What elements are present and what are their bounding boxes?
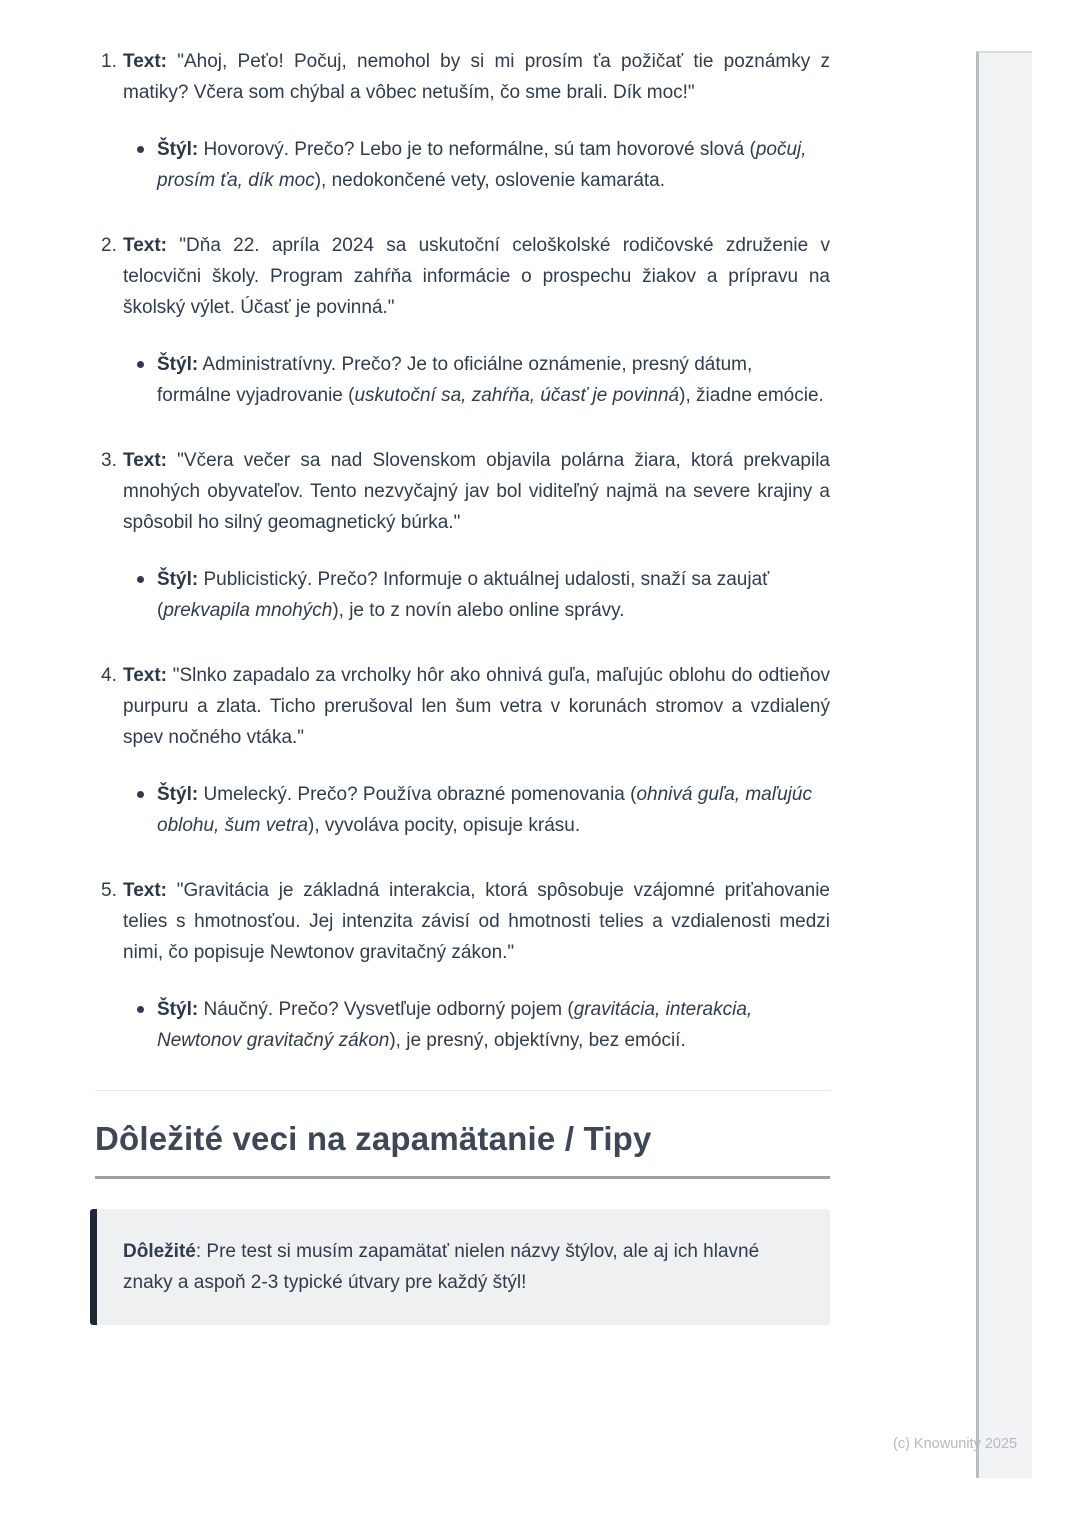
style-examples: prekvapila mnohých (163, 600, 333, 621)
style-bullet-row (95, 134, 830, 196)
next-page-edge (976, 51, 1032, 1478)
style-explanation-end: ), je presný, objektívny, bez emócií. (389, 1030, 686, 1051)
item-number: 1. (101, 51, 117, 72)
style-text (157, 994, 830, 1056)
style-explanation-end: ), vyvoláva pocity, opisuje krásu. (308, 815, 581, 836)
item-text (123, 230, 830, 323)
list-item (95, 875, 830, 1056)
style-examples: gravitácia, interakcia, Newtonov gravitačný zákon (157, 999, 753, 1051)
style-explanation: Náučný. Prečo? Vysvetľuje odborný pojem ( (203, 999, 574, 1020)
item-text (123, 46, 830, 108)
item-number: 2. (101, 235, 117, 256)
bullet-icon (137, 576, 144, 583)
style-bullet-row (95, 779, 830, 841)
section-heading: Dôležité veci na zapamätanie / Tipy (95, 1120, 652, 1157)
item-quote: "Gravitácia je základná interakcia, ktorá spôsobuje vzájomné priťahovanie telies s hmotnosťou. Jej intenzita závisí od hmotnosti telies a vzdialenosti medzi nimi, čo popisuje Newtonov gravitačný zákon." (123, 880, 830, 963)
style-explanation-end: ), nedokončené vety, oslovenie kamaráta. (314, 170, 666, 191)
notes-content (95, 46, 830, 1325)
style-examples: ohnivá guľa, maľujúc oblohu, šum vetra (157, 784, 812, 836)
item-number-row (95, 660, 830, 779)
item-number-row (95, 46, 830, 134)
item-number: 3. (101, 450, 117, 471)
list-item (95, 445, 830, 626)
style-examples: počuj, prosím ťa, dík moc (157, 139, 807, 191)
style-bullet-row (95, 564, 830, 626)
item-number: 4. (101, 665, 117, 686)
style-label: Štýl: (157, 354, 199, 375)
list-item (95, 230, 830, 411)
item-quote: "Slnko zapadalo za vrcholky hôr ako ohnivá guľa, maľujúc oblohu do odtieňov purpuru a zlata. Ticho prerušoval len šum vetra v korunách stromov a vzdialený spev nočného vtáka." (123, 665, 831, 748)
important-callout (90, 1209, 830, 1325)
bullet-icon (137, 1006, 144, 1013)
item-text (123, 875, 830, 968)
text-label: Text: (123, 880, 167, 901)
item-number-row (95, 445, 830, 564)
text-label: Text: (123, 235, 167, 256)
style-label: Štýl: (157, 784, 199, 805)
style-text (157, 564, 830, 626)
copyright-watermark: (c) Knowunity 2025 (893, 1436, 1018, 1452)
style-text (157, 349, 830, 411)
style-bullet-row (95, 994, 830, 1056)
item-text (123, 660, 830, 753)
list-item (95, 660, 830, 841)
style-label: Štýl: (157, 139, 199, 160)
item-number-row (95, 875, 830, 994)
bullet-icon (137, 791, 144, 798)
item-quote: "Včera večer sa nad Slovenskom objavila polárna žiara, ktorá prekvapila mnohých obyvateľov. Tento nezvyčajný jav bol viditeľný najmä na severe krajiny a spôsobil ho silný geomagnetický búrka." (123, 450, 830, 533)
item-number-row (95, 230, 830, 349)
item-number: 5. (101, 880, 117, 901)
style-label: Štýl: (157, 569, 199, 590)
section-divider (95, 1090, 830, 1091)
text-label: Text: (123, 450, 167, 471)
style-explanation: Administratívny. Prečo? Je to oficiálne oznámenie, presný dátum, formálne vyjadrovanie ( (157, 354, 753, 406)
style-label: Štýl: (157, 999, 199, 1020)
list-item (95, 46, 830, 196)
callout-text (123, 1236, 800, 1298)
style-explanation: Publicistický. Prečo? Informuje o aktuálnej udalosti, snaží sa zaujať ( (157, 569, 770, 621)
callout-label: Dôležité (123, 1241, 196, 1262)
text-label: Text: (123, 51, 167, 72)
text-label: Text: (123, 665, 167, 686)
bullet-icon (137, 146, 144, 153)
bullet-icon (137, 361, 144, 368)
item-quote: "Ahoj, Peťo! Počuj, nemohol by si mi prosím ťa požičať tie poznámky z matiky? Včera som chýbal a vôbec netuším, čo sme brali. Dík moc!" (123, 51, 830, 103)
style-examples: uskutoční sa, zahŕňa, účasť je povinná (354, 385, 680, 406)
callout-body: : Pre test si musím zapamätať nielen názvy štýlov, ale aj ich hlavné znaky a aspoň 2-3 typické útvary pre každý štýl! (123, 1241, 760, 1293)
style-text (157, 779, 830, 841)
style-explanation-end: ), je to z novín alebo online správy. (332, 600, 625, 621)
heading-underline (95, 1176, 830, 1179)
style-explanation: Hovorový. Prečo? Lebo je to neformálne, sú tam hovorové slová ( (203, 139, 756, 160)
item-quote: "Dňa 22. apríla 2024 sa uskutoční celoškolské rodičovské združenie v telocvični školy. Program zahŕňa informácie o prospechu žiakov a prípravu na školský výlet. Účasť je povinná." (123, 235, 830, 318)
style-bullet-row (95, 349, 830, 411)
style-text (157, 134, 830, 196)
style-explanation: Umelecký. Prečo? Používa obrazné pomenovania ( (203, 784, 637, 805)
item-text (123, 445, 830, 538)
style-explanation-end: ), žiadne emócie. (679, 385, 824, 406)
